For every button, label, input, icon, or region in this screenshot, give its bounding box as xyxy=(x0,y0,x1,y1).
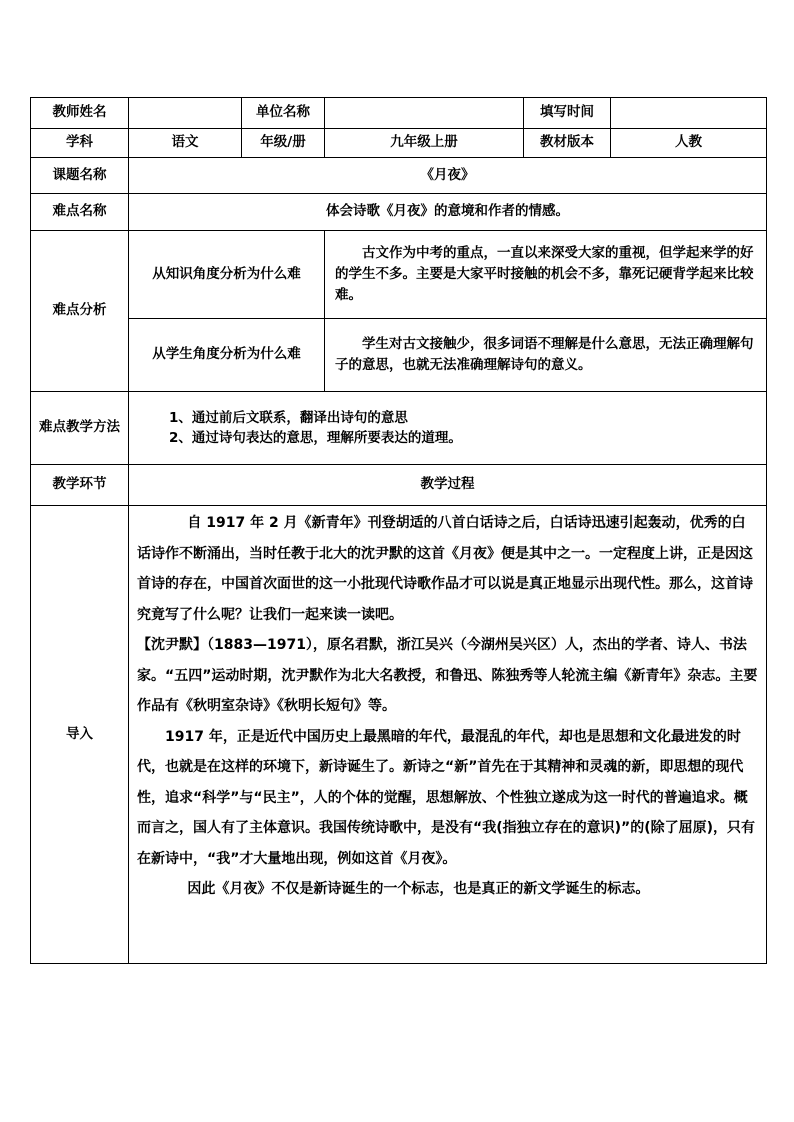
method-item-1: 1、通过前后文联系，翻译出诗句的意思 xyxy=(169,410,408,426)
intro-paragraph-1: 自 1917 年 2 月《新青年》刊登胡适的八首白话诗之后，白话诗迅速引起轰动，优秀的白话诗作不断涌出，当时任教于北大的沈尹默的这首《月夜》便是其中之一。一定程度上讲，正是因这首诗的存在，中国首次面世的这一小批现代诗歌作品才可以说是真正地显示出现代性。那么，这首诗究竟写了什么呢？让我们一起来读一读吧。 xyxy=(137,515,753,623)
methods-row xyxy=(31,392,767,465)
teacher-name-label: 教师姓名 xyxy=(31,98,129,129)
intro-paragraph-2 xyxy=(137,630,758,722)
analysis-row-knowledge xyxy=(31,231,767,319)
textbook-value: 人教 xyxy=(611,129,767,158)
topic-value: 《月夜》 xyxy=(129,158,767,194)
unit-name-value[interactable] xyxy=(325,98,524,129)
student-angle-label: 从学生角度分析为什么难 xyxy=(129,319,325,392)
subject-label: 学科 xyxy=(31,129,129,158)
header-row-2 xyxy=(31,129,767,158)
unit-name-label: 单位名称 xyxy=(242,98,325,129)
student-angle-text xyxy=(325,319,767,392)
method-item-2: 2、通过诗句表达的意思，理解所要表达的道理。 xyxy=(169,430,462,446)
intro-row xyxy=(31,506,767,964)
intro-content xyxy=(129,506,767,964)
intro-paragraph-3: 1917 年，正是近代中国历史上最黑暗的年代，最混乱的年代，却也是思想和文化最进发的时代，也就是在这样的环境下，新诗诞生了。新诗之“新”首先在于其精神和灵魂的新，即思想的现代性，追求“科学”与“民主”，人的个体的觉醒，思想解放、个性独立遂成为这一时代的普遍追求。概而言之，国人有了主体意识。我国传统诗歌中，是没有“我(指独立存在的意识)”的(除了屈原)，只有在新诗中，“我”才大量地出现，例如这首《月夜》。 xyxy=(137,728,755,867)
grade-value: 九年级上册 xyxy=(325,129,524,158)
difficulty-label: 难点名称 xyxy=(31,194,129,231)
process-section-label: 教学环节 xyxy=(31,465,129,506)
methods-label: 难点教学方法 xyxy=(31,392,129,465)
analysis-label: 难点分析 xyxy=(31,231,129,392)
subject-value: 语文 xyxy=(129,129,242,158)
intro-label: 导入 xyxy=(31,506,129,964)
process-section-value: 教学过程 xyxy=(129,465,767,506)
knowledge-angle-paragraph: 古文作为中考的重点，一直以来深受大家的重视，但学起来学的好的学生不多。主要是大家平时接触的机会不多，靠死记硬背学起来比较难。 xyxy=(335,245,754,303)
topic-label: 课题名称 xyxy=(31,158,129,194)
teacher-name-value[interactable] xyxy=(129,98,242,129)
knowledge-angle-label: 从知识角度分析为什么难 xyxy=(129,231,325,319)
author-name: 【沈尹默】 xyxy=(137,637,207,653)
fill-date-value[interactable] xyxy=(611,98,767,129)
textbook-label: 教材版本 xyxy=(524,129,611,158)
difficulty-row xyxy=(31,194,767,231)
intro-paragraph-4: 因此《月夜》不仅是新诗诞生的一个标志，也是真正的新文学诞生的标志。 xyxy=(187,881,650,897)
lesson-plan-table xyxy=(30,97,767,964)
student-angle-paragraph: 学生对古文接触少，很多词语不理解是什么意思，无法正确理解句子的意思，也就无法准确理解诗句的意义。 xyxy=(335,336,754,373)
knowledge-angle-text xyxy=(325,231,767,319)
process-header-row xyxy=(31,465,767,506)
grade-label: 年级/册 xyxy=(242,129,325,158)
topic-row xyxy=(31,158,767,194)
author-bio: （1883—1971），原名君默，浙江吴兴（今湖州吴兴区）人，杰出的学者、诗人、书法家。“五四”运动时期，沈尹默作为北大名教授，和鲁迅、陈独秀等人轮流主编《新青年》杂志。主要作品有《秋明室杂诗》《秋明长短句》等。 xyxy=(137,637,758,714)
analysis-row-student xyxy=(31,319,767,392)
difficulty-value: 体会诗歌《月夜》的意境和作者的情感。 xyxy=(129,194,767,231)
fill-date-label: 填写时间 xyxy=(524,98,611,129)
header-row-1 xyxy=(31,98,767,129)
methods-list xyxy=(129,392,767,465)
